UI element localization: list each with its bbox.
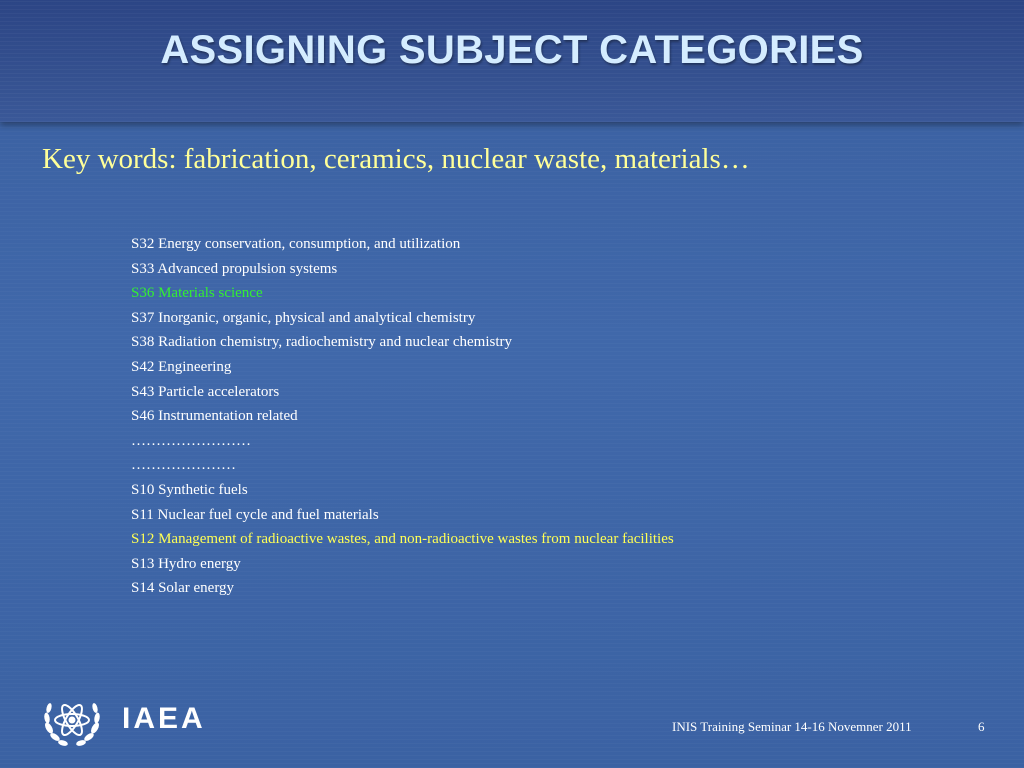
category-item: S46 Instrumentation related: [131, 408, 298, 425]
category-item: S33 Advanced propulsion systems: [131, 260, 338, 277]
iaea-logo-text: IAEA: [122, 702, 206, 735]
category-item: S11 Nuclear fuel cycle and fuel materials: [131, 506, 379, 523]
category-item: S13 Hydro energy: [131, 555, 241, 572]
category-item: S14 Solar energy: [131, 580, 235, 597]
slide-title: ASSIGNING SUBJECT CATEGORIES: [160, 28, 864, 72]
category-item: S12 Management of radioactive wastes, and non-radioactive wastes from nuclear facilities: [131, 531, 674, 548]
category-item: S10 Synthetic fuels: [131, 481, 248, 498]
footer-seminar-text: INIS Training Seminar 14-16 Novemner 2011: [672, 719, 912, 734]
page-number: 6: [978, 719, 985, 734]
category-item: S32 Energy conservation, consumption, and utilization: [131, 236, 461, 252]
iaea-emblem-icon: [40, 688, 104, 752]
title-bar: [0, 0, 1024, 122]
category-item: …………………: [131, 457, 236, 474]
subject-category-list: [131, 235, 674, 604]
category-item: S37 Inorganic, organic, physical and analytical chemistry: [131, 309, 476, 326]
category-item: ……………………: [131, 432, 251, 449]
category-item: S36 Materials science: [131, 285, 263, 302]
category-item: S43 Particle accelerators: [131, 383, 280, 400]
keywords-line: Key words: fabrication, ceramics, nuclear waste, materials…: [42, 143, 750, 175]
category-item: S42 Engineering: [131, 358, 232, 375]
category-item: S38 Radiation chemistry, radiochemistry and nuclear chemistry: [131, 334, 513, 351]
